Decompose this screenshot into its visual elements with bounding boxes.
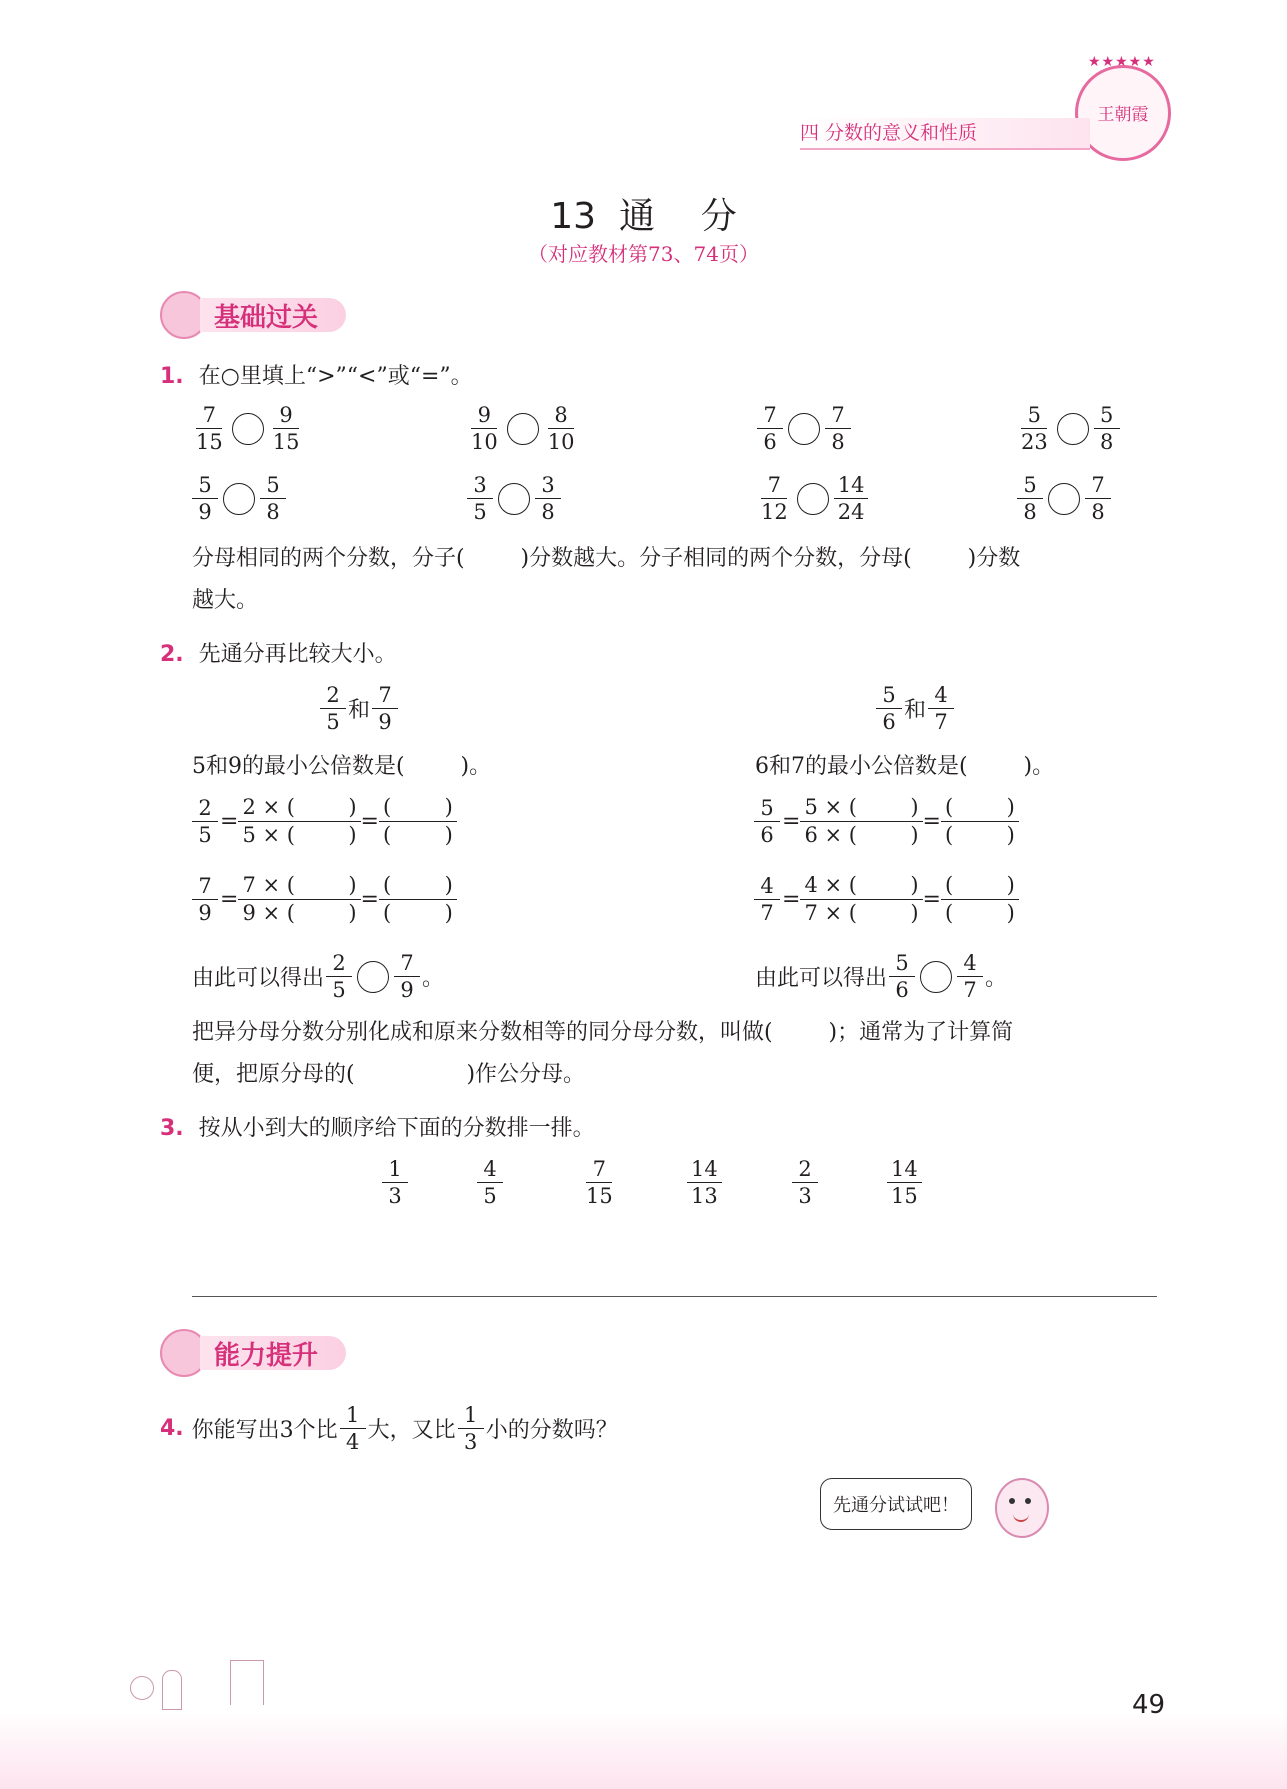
- fraction: $\frac{1}{3}$: [458, 1402, 484, 1456]
- section-advanced: [160, 1330, 346, 1376]
- answer-circle[interactable]: [797, 483, 829, 515]
- q2-number: 2.: [160, 642, 184, 667]
- fraction: $\frac{4}{7}$: [754, 873, 780, 927]
- q2-right-pair: [874, 682, 956, 736]
- fraction: $\frac{7}{6}$: [757, 402, 783, 456]
- q4-number: 4.: [160, 1416, 184, 1442]
- q2-left-pair: [318, 682, 400, 736]
- chapter-title: 四 分数的意义和性质: [800, 122, 978, 144]
- answer-circle[interactable]: [788, 413, 820, 445]
- q3-prompt: 按从小到大的顺序给下面的分数排一排。: [198, 1116, 595, 1141]
- fraction: $\frac{3}{8}$: [535, 472, 561, 526]
- answer-circle[interactable]: [498, 483, 530, 515]
- q4-line: [160, 1402, 618, 1456]
- fraction: $\frac{2}{5}$: [326, 950, 352, 1004]
- fraction-expand[interactable]: $\frac{2 \times ( )}{5 \times ( )}$: [238, 794, 360, 850]
- section-basic-label: 基础过关: [200, 298, 346, 332]
- conclude-text: 由此可以得出: [755, 966, 888, 992]
- compare-item: [465, 402, 580, 456]
- and-word: 和: [348, 698, 371, 724]
- q4-prompt-c: 小的分数吗？: [485, 1418, 618, 1444]
- fraction: $\frac{4}{7}$: [928, 682, 954, 736]
- tower-icon: [162, 1670, 182, 1710]
- q3-number: 3.: [160, 1116, 184, 1141]
- fraction-result[interactable]: $\frac{( )}{( )}$: [941, 794, 1019, 850]
- fraction: $\frac{14}{13}$: [687, 1156, 722, 1210]
- q1-text-a: 分母相同的两个分数，分子( )分数越大。分子相同的两个分数，分母( )分数: [192, 546, 1021, 571]
- q1-prompt-line: [160, 356, 473, 398]
- fraction: $\frac{4}{7}$: [957, 950, 983, 1004]
- fraction: $\frac{9}{15}$: [272, 403, 300, 455]
- compare-item: [190, 402, 305, 456]
- q2-left-lcm: 5和9的最小公倍数是( )。: [192, 754, 492, 779]
- q2-prompt: 先通分再比较大小。: [198, 642, 397, 667]
- fraction: $\frac{7}{9}$: [372, 682, 398, 736]
- q1-row2: [190, 472, 1150, 532]
- q2-left-eq1: [190, 794, 457, 850]
- q2-right-eq2: [752, 872, 1019, 928]
- q1-row1: [190, 402, 1150, 462]
- fraction: $\frac{8}{10}$: [547, 403, 575, 455]
- compare-item: [1015, 402, 1122, 456]
- fraction: $\frac{5}{6}$: [876, 682, 902, 736]
- fraction-expand[interactable]: $\frac{7 \times ( )}{9 \times ( )}$: [238, 872, 360, 928]
- compare-item: [190, 472, 288, 526]
- fraction-result[interactable]: $\frac{( )}{( )}$: [379, 872, 457, 928]
- q2-right-eq1: [752, 794, 1019, 850]
- tree-icon: [130, 1676, 154, 1700]
- fraction: $\frac{2}{3}$: [792, 1156, 818, 1210]
- fraction: $\frac{7}{9}$: [394, 950, 420, 1004]
- footer-decoration: [0, 1712, 1287, 1789]
- q2-text-b: 便，把原分母的( )作公分母。: [192, 1062, 586, 1087]
- q1-prompt: 在○里填上“>”“<”或“=”。: [198, 364, 473, 389]
- q2-right-conclusion: [755, 950, 1007, 1004]
- page-title: 13 通 分: [550, 196, 737, 237]
- q3-fractions: [380, 1156, 940, 1220]
- answer-circle[interactable]: [223, 483, 255, 515]
- fraction: $\frac{1}{4}$: [340, 1402, 366, 1456]
- q1-number: 1.: [160, 364, 184, 389]
- answer-circle[interactable]: [920, 961, 952, 993]
- fraction-expand[interactable]: $\frac{4 \times ( )}{7 \times ( )}$: [800, 872, 922, 928]
- fraction-expand[interactable]: $\frac{5 \times ( )}{6 \times ( )}$: [800, 794, 922, 850]
- compare-item: [755, 472, 870, 526]
- q2-right-lcm: 6和7的最小公倍数是( )。: [755, 754, 1055, 779]
- q2-text-a: 把异分母分数分别化成和原来分数相等的同分母分数，叫做( )；通常为了计算简: [192, 1020, 1014, 1045]
- equals-sign: =: [220, 887, 239, 913]
- period: 。: [985, 966, 1008, 992]
- q2-left-eq2: [190, 872, 457, 928]
- q1-text-b: 越大。: [192, 588, 259, 613]
- equals-sign: =: [220, 809, 239, 835]
- fraction: $\frac{14}{15}$: [887, 1156, 922, 1210]
- equals-sign: =: [782, 809, 801, 835]
- answer-circle[interactable]: [1048, 483, 1080, 515]
- section-advanced-label: 能力提升: [200, 1336, 346, 1370]
- compare-item: [465, 472, 563, 526]
- mascot-icon: [995, 1478, 1049, 1538]
- house-icon: [230, 1660, 264, 1705]
- fraction: $\frac{5}{23}$: [1021, 403, 1048, 455]
- fraction: $\frac{7}{12}$: [761, 473, 788, 525]
- fraction: $\frac{3}{5}$: [467, 472, 493, 526]
- fraction: $\frac{5}{8}$: [260, 472, 286, 526]
- conclude-text: 由此可以得出: [192, 966, 325, 992]
- q4-prompt-b: 大，又比: [367, 1418, 456, 1444]
- equals-sign: =: [922, 809, 941, 835]
- q2-prompt-line: [160, 634, 397, 676]
- logo-text: 王朝霞: [1097, 105, 1149, 125]
- fraction: $\frac{7}{8}$: [825, 402, 851, 456]
- q3-prompt-line: [160, 1108, 595, 1150]
- fraction: $\frac{2}{5}$: [320, 682, 346, 736]
- fraction: $\frac{7}{15}$: [586, 1157, 613, 1209]
- compare-item: [755, 402, 853, 456]
- compare-item: [1015, 472, 1113, 526]
- equals-sign: =: [922, 887, 941, 913]
- fraction: $\frac{5}{9}$: [192, 472, 218, 526]
- fraction-result[interactable]: $\frac{( )}{( )}$: [379, 794, 457, 850]
- answer-circle[interactable]: [357, 961, 389, 993]
- fraction: $\frac{1}{3}$: [382, 1156, 408, 1210]
- fraction: $\frac{5}{6}$: [754, 795, 780, 849]
- equals-sign: =: [782, 887, 801, 913]
- fraction: $\frac{7}{9}$: [192, 873, 218, 927]
- hint-bubble: [820, 1478, 972, 1530]
- q4-prompt-a: 你能写出3个比: [191, 1418, 338, 1444]
- fraction: $\frac{2}{5}$: [192, 795, 218, 849]
- fraction: $\frac{5}{8}$: [1094, 402, 1120, 456]
- equals-sign: =: [360, 887, 379, 913]
- section-basic: [160, 292, 346, 338]
- page-subtitle: （对应教材第73、74页）: [528, 242, 759, 266]
- answer-circle[interactable]: [507, 413, 539, 445]
- page-number: 49: [1132, 1690, 1166, 1720]
- fraction: $\frac{7}{8}$: [1085, 472, 1111, 526]
- and-word: 和: [904, 698, 927, 724]
- fraction: $\frac{7}{15}$: [196, 403, 223, 455]
- fraction: $\frac{5}{8}$: [1017, 472, 1043, 526]
- section-divider: [192, 1296, 1157, 1297]
- fraction-result[interactable]: $\frac{( )}{( )}$: [941, 872, 1019, 928]
- fraction: $\frac{5}{6}$: [889, 950, 915, 1004]
- answer-circle[interactable]: [1057, 413, 1089, 445]
- answer-circle[interactable]: [232, 413, 264, 445]
- fraction: $\frac{4}{5}$: [477, 1156, 503, 1210]
- hint-text: 先通分试试吧！: [833, 1495, 959, 1516]
- fraction: $\frac{14}{24}$: [834, 472, 869, 526]
- fraction: $\frac{9}{10}$: [471, 403, 498, 455]
- logo-stars-icon: ★★★★★: [1088, 54, 1156, 70]
- chapter-header: [800, 118, 1090, 150]
- period: 。: [422, 966, 445, 992]
- q2-left-conclusion: [192, 950, 444, 1004]
- equals-sign: =: [360, 809, 379, 835]
